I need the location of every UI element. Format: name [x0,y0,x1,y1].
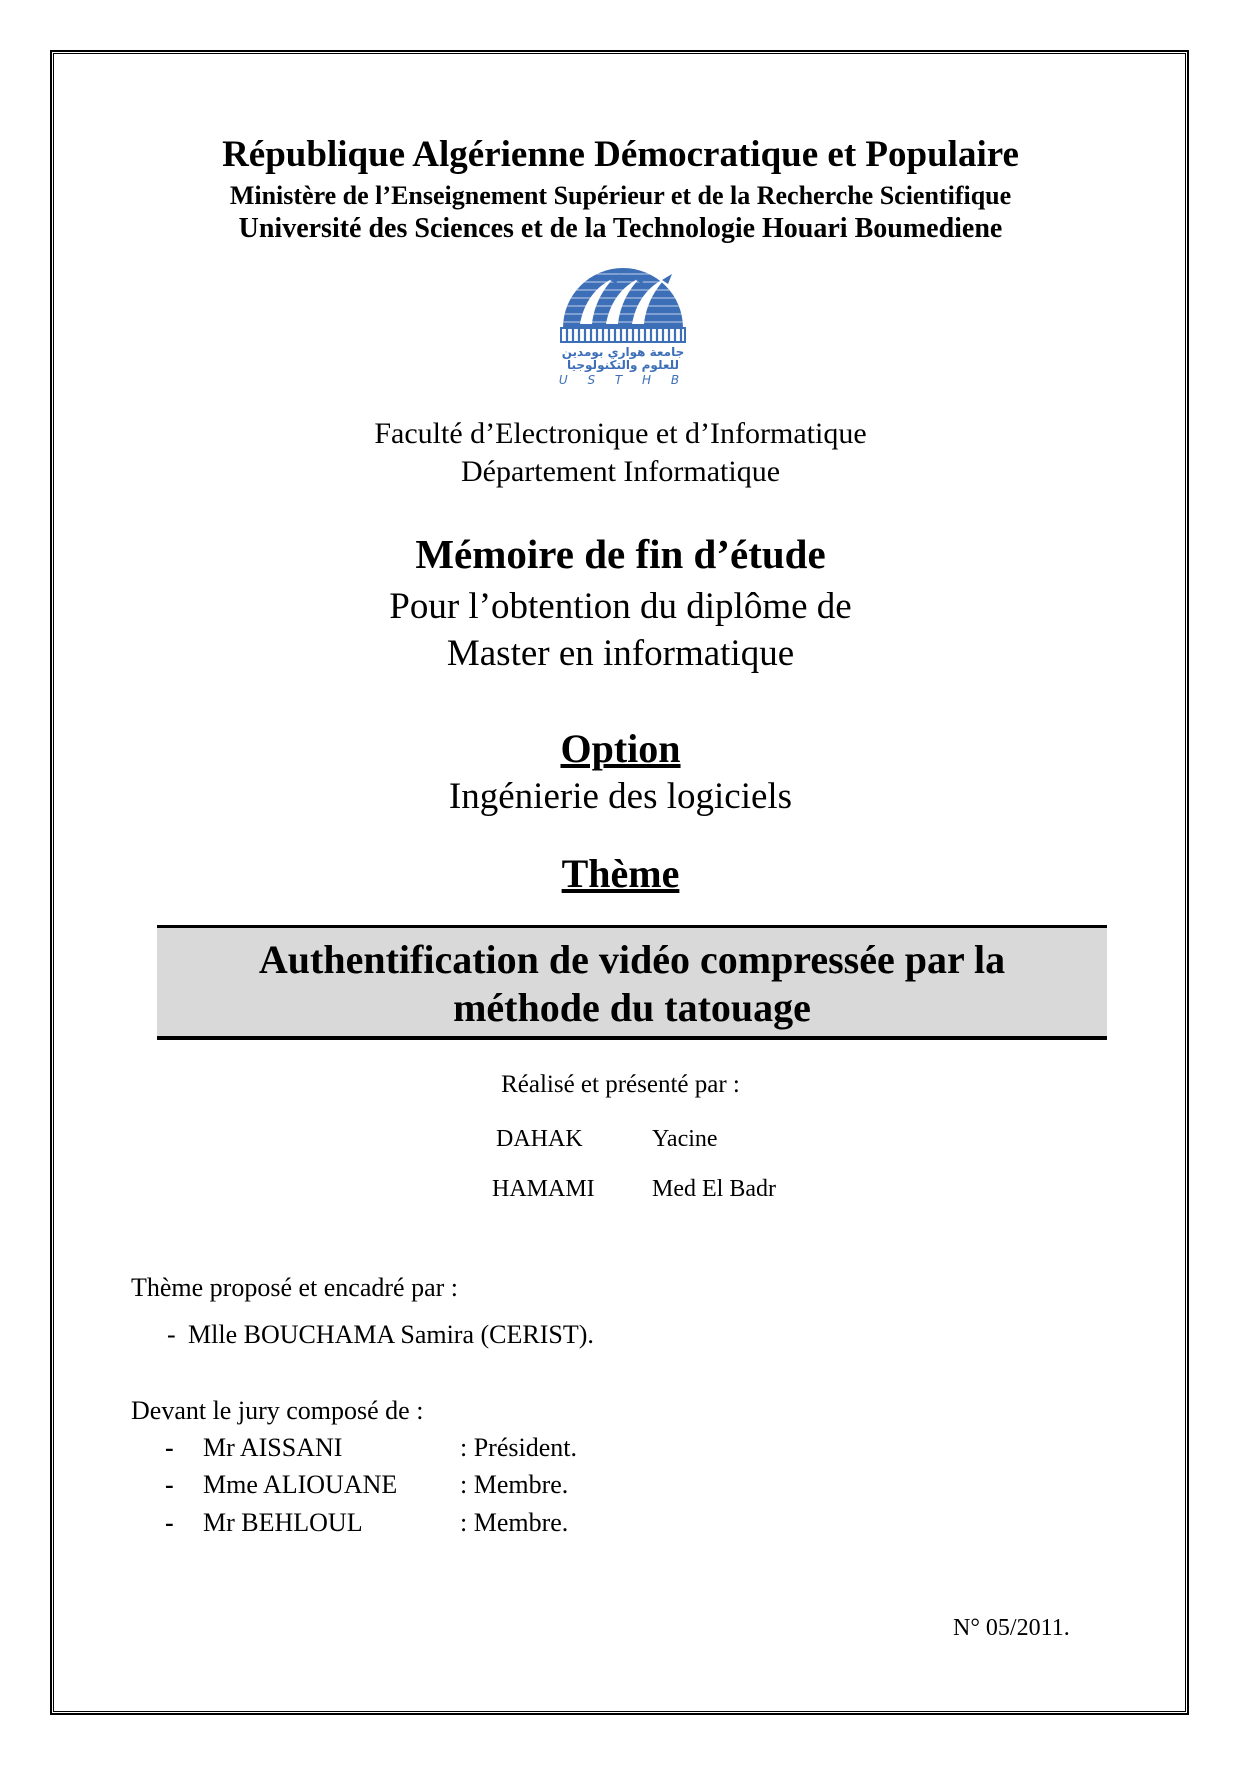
usthb-logo [558,256,688,388]
jury-member-name: Mr BEHLOUL [203,1508,363,1537]
university-heading: Université des Sciences et de la Technologie Houari Boumediene [238,213,1003,244]
thesis-title-line1: Authentification de vidéo compressée par la [258,937,1006,982]
jury-member-name: Mr AISSANI [203,1433,343,1462]
logo-arabic-line1: جامعة هواري بومدين [561,345,685,359]
thesis-type: Mémoire de fin d’étude [415,531,826,577]
author-first-name: Med El Badr [652,1176,776,1202]
thesis-title-line2: méthode du tatouage [453,985,811,1030]
jury-member-role: : Membre. [460,1508,569,1537]
author-first-name: Yacine [652,1126,718,1152]
option-value: Ingénierie des logiciels [448,776,793,817]
document-number: N° 05/2011. [953,1615,1070,1641]
jury-dash: - [165,1470,174,1499]
author-last-name: DAHAK [496,1126,583,1152]
supervisor-dash: - [167,1320,176,1349]
thesis-title-box [157,925,1107,1040]
faculty-name: Faculté d’Electronique et d’Informatique [374,417,867,450]
republic-heading: République Algérienne Démocratique et Populaire [222,134,1019,175]
jury-dash: - [165,1433,174,1462]
jury-member-name: Mme ALIOUANE [203,1470,398,1499]
department-name: Département Informatique [460,455,781,488]
author-last-name: HAMAMI [492,1176,595,1202]
thesis-purpose-line2: Master en informatique [446,633,795,674]
authors-label: Réalisé et présenté par : [501,1071,740,1098]
jury-dash: - [165,1508,174,1537]
jury-label: Devant le jury composé de : [131,1396,424,1425]
logo-letters: U S T H B [558,373,688,387]
supervision-label: Thème proposé et encadré par : [131,1273,459,1302]
jury-member-role: : Président. [460,1433,577,1462]
jury-member-role: : Membre. [460,1470,569,1499]
logo-arabic-line2: للعلوم والتكنولوجيا [566,358,680,372]
option-label: Option [560,726,681,771]
ministry-heading: Ministère de l’Enseignement Supérieur et de la Recherche Scientifique [229,181,1012,210]
thesis-purpose-line1: Pour l’obtention du diplôme de [389,586,852,627]
theme-label: Thème [561,851,680,896]
supervisor-name: Mlle BOUCHAMA Samira (CERIST). [188,1320,594,1349]
